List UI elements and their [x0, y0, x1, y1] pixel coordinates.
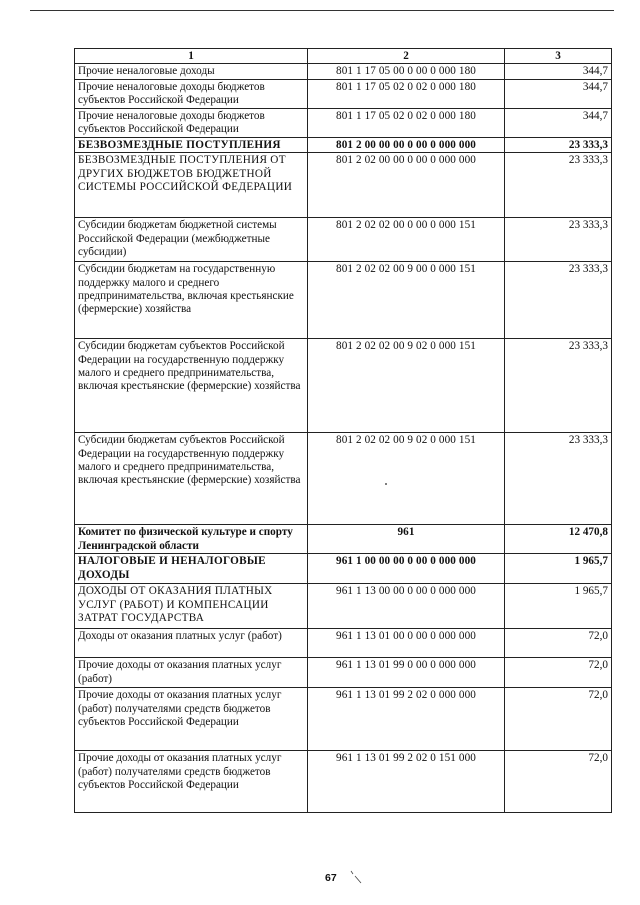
row-value: 72,0 — [505, 688, 612, 751]
header-col-2: 2 — [308, 49, 505, 64]
row-value: 344,7 — [505, 79, 612, 108]
row-code: 801 2 02 02 00 9 00 0 000 151 — [308, 262, 505, 339]
table-row — [75, 658, 612, 688]
row-name: БЕЗВОЗМЕЗДНЫЕ ПОСТУПЛЕНИЯ ОТ ДРУГИХ БЮДЖЕТОВ БЮДЖЕТНОЙ СИСТЕМЫ РОССИЙСКОЙ ФЕДЕРАЦИИ — [75, 153, 308, 218]
row-value: 1 965,7 — [505, 584, 612, 629]
row-name: Субсидии бюджетам субъектов Российской Федерации на государственную поддержку малого и среднего предпринимательства, включая крестьянские (фермерские) хозяйства — [75, 339, 308, 433]
row-name: Комитет по физической культуре и спорту Ленинградской области — [75, 525, 308, 554]
row-name: Субсидии бюджетам бюджетной системы Российской Федерации (межбюджетные субсидии) — [75, 218, 308, 262]
row-code: 961 — [308, 525, 505, 554]
table-row — [75, 554, 612, 584]
table-row — [75, 751, 612, 813]
row-value: 72,0 — [505, 658, 612, 688]
table-row — [75, 688, 612, 751]
row-code: 961 1 00 00 00 0 00 0 000 000 — [308, 554, 505, 584]
row-name: Субсидии бюджетам на государственную поддержку малого и среднего предпринимательства, включая крестьянские (фермерские) хозяйства — [75, 262, 308, 339]
scan-stroke-mark — [350, 870, 362, 884]
page-number: 67 — [325, 872, 337, 884]
header-col-1: 1 — [75, 49, 308, 64]
row-code: 801 2 02 00 00 0 00 0 000 000 — [308, 153, 505, 218]
row-value: 23 333,3 — [505, 433, 612, 525]
row-code: 961 1 13 01 99 2 02 0 151 000 — [308, 751, 505, 813]
row-value: 344,7 — [505, 108, 612, 137]
row-code: 961 1 13 01 00 0 00 0 000 000 — [308, 629, 505, 658]
row-name: Прочие доходы от оказания платных услуг (работ) получателями средств бюджетов субъектов Российской Федерации — [75, 688, 308, 751]
table-row — [75, 629, 612, 658]
row-code: 801 2 00 00 00 0 00 0 000 000 — [308, 137, 505, 152]
row-code: 961 1 13 01 99 0 00 0 000 000 — [308, 658, 505, 688]
top-rule — [30, 10, 614, 11]
row-name: Прочие неналоговые доходы бюджетов субъектов Российской Федерации — [75, 108, 308, 137]
revenue-table — [74, 48, 612, 813]
row-name: НАЛОГОВЫЕ И НЕНАЛОГОВЫЕ ДОХОДЫ — [75, 554, 308, 584]
row-value: 23 333,3 — [505, 137, 612, 152]
table-row — [75, 137, 612, 152]
row-name: Прочие доходы от оказания платных услуг (работ) — [75, 658, 308, 688]
row-value: 23 333,3 — [505, 262, 612, 339]
row-code: 961 1 13 00 00 0 00 0 000 000 — [308, 584, 505, 629]
header-col-3: 3 — [505, 49, 612, 64]
table-row — [75, 79, 612, 108]
table-row — [75, 262, 612, 339]
table-row — [75, 153, 612, 218]
row-code: 801 2 02 02 00 0 00 0 000 151 — [308, 218, 505, 262]
row-code: 801 2 02 02 00 9 02 0 000 151 — [308, 339, 505, 433]
table-row — [75, 218, 612, 262]
row-code: 801 2 02 02 00 9 02 0 000 151 — [308, 433, 505, 525]
row-name: ДОХОДЫ ОТ ОКАЗАНИЯ ПЛАТНЫХ УСЛУГ (РАБОТ) И КОМПЕНСАЦИИ ЗАТРАТ ГОСУДАРСТВА — [75, 584, 308, 629]
table-row — [75, 108, 612, 137]
row-name: Прочие неналоговые доходы — [75, 64, 308, 79]
row-value: 344,7 — [505, 64, 612, 79]
row-name: Прочие неналоговые доходы бюджетов субъектов Российской Федерации — [75, 79, 308, 108]
row-value: 23 333,3 — [505, 218, 612, 262]
row-name: БЕЗВОЗМЕЗДНЫЕ ПОСТУПЛЕНИЯ — [75, 137, 308, 152]
row-code: 961 1 13 01 99 2 02 0 000 000 — [308, 688, 505, 751]
row-code: 801 1 17 05 02 0 02 0 000 180 — [308, 79, 505, 108]
row-value: 12 470,8 — [505, 525, 612, 554]
table-row — [75, 525, 612, 554]
scan-speck — [385, 483, 387, 485]
row-name: Прочие доходы от оказания платных услуг (работ) получателями средств бюджетов субъектов Российской Федерации — [75, 751, 308, 813]
row-value: 23 333,3 — [505, 339, 612, 433]
row-code: 801 1 17 05 00 0 00 0 000 180 — [308, 64, 505, 79]
table-row — [75, 64, 612, 79]
row-name: Субсидии бюджетам субъектов Российской Федерации на государственную поддержку малого и среднего предпринимательства, включая крестьянские (фермерские) хозяйства — [75, 433, 308, 525]
table-row — [75, 339, 612, 433]
row-code: 801 1 17 05 02 0 02 0 000 180 — [308, 108, 505, 137]
row-value: 1 965,7 — [505, 554, 612, 584]
row-value: 23 333,3 — [505, 153, 612, 218]
table-header-row — [75, 49, 612, 64]
table-row — [75, 584, 612, 629]
row-value: 72,0 — [505, 751, 612, 813]
row-value: 72,0 — [505, 629, 612, 658]
table-row — [75, 433, 612, 525]
row-name: Доходы от оказания платных услуг (работ) — [75, 629, 308, 658]
